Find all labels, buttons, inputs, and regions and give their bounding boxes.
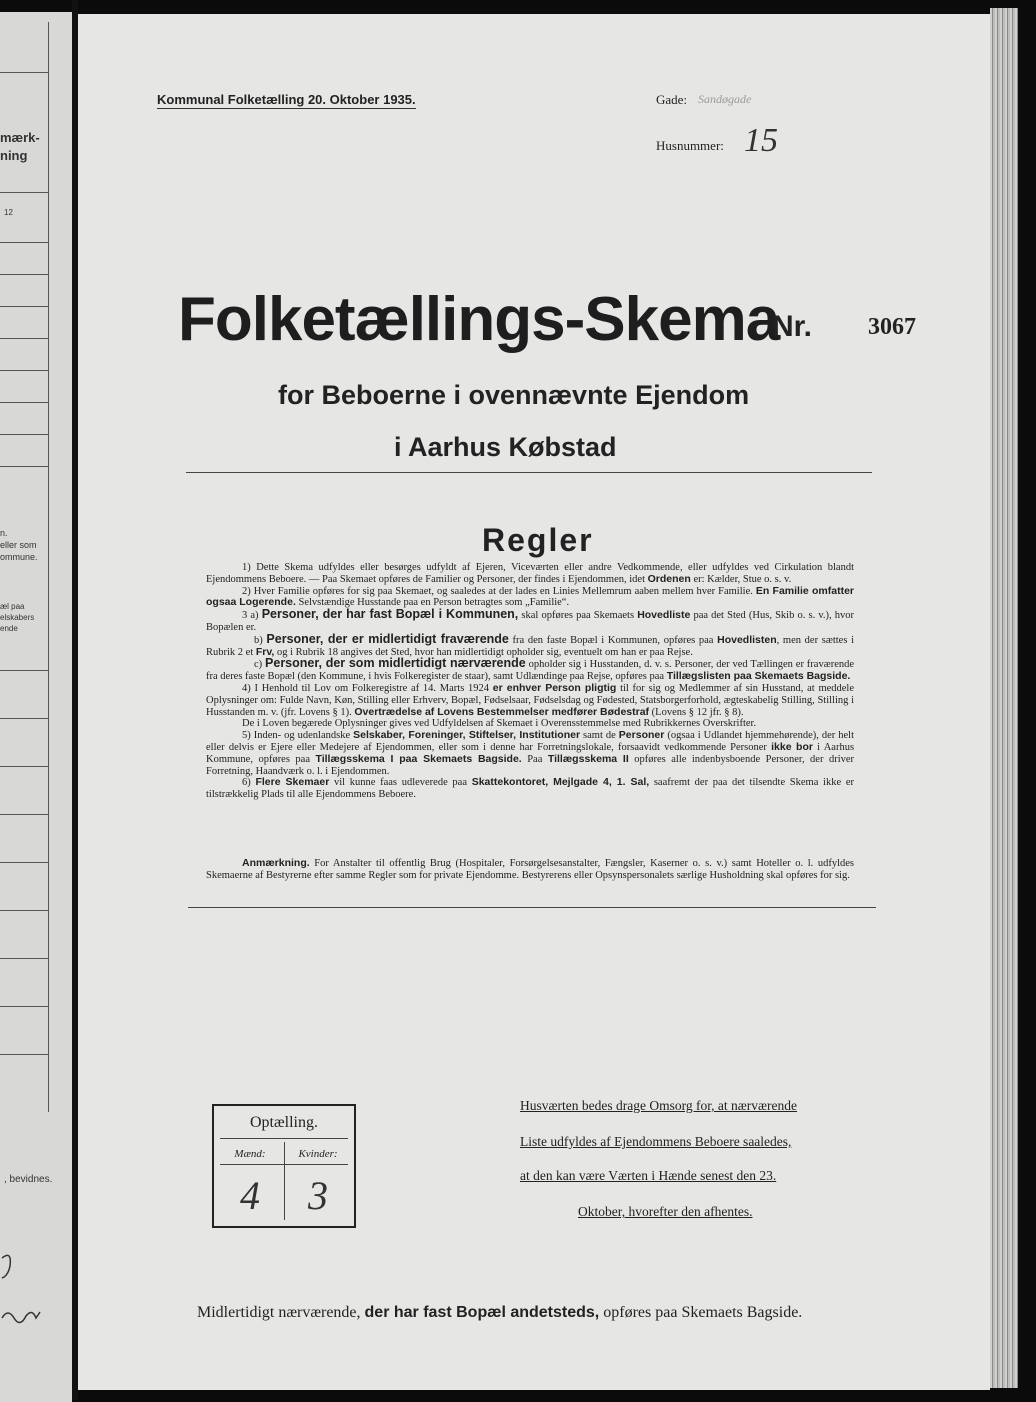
anmaerkning-note xyxy=(206,857,854,882)
left-page-fragment-text: ende xyxy=(0,624,18,633)
left-page-rule xyxy=(0,1006,48,1007)
notice-line-1: Husværten bedes drage Omsorg for, at nærværende xyxy=(520,1098,798,1113)
census-form-page xyxy=(78,14,990,1390)
subtitle-line-1: for Beboerne i ovennævnte Ejendom xyxy=(278,380,750,410)
left-page-fragment-text: 12 xyxy=(4,208,13,217)
count-column-divider xyxy=(284,1142,285,1220)
women-label: Kvinder: xyxy=(298,1148,338,1160)
left-page-rule xyxy=(0,814,48,815)
rule-3b: b) Personer, der er midlertidigt fraværende fra den faste Bopæl i Kommunen, opføres paa Hovedlisten, men der sættes i Rubrik 2 et Frv, og i Rubrik 18 angives det Sted, hvor han midlertidigt opholder sig, eventuelt om han er paa Rejse. xyxy=(206,631,855,658)
rule-6: 6) Flere Skemaer vil kunne faas udleverede paa Skattekontoret, Mejlgade 4, 1. Sal, saafremt der paa det tilsendte Skema ikke er tilstrækkelig Plads til alle Ejendommens Beboere. xyxy=(206,776,854,801)
left-page-fragment-text: , bevidnes. xyxy=(4,1174,53,1185)
left-page-fragment-text: eller som xyxy=(0,540,37,550)
count-box xyxy=(212,1104,356,1228)
rule-5: 5) Inden- og udenlandske Selskaber, Foreninger, Stiftelser, Institutioner samt de Personer (ogsaa i Udlandet hjemmehørende), der helt eller delvis er Ejere eller Medejere af Ejendommen, eller som i denne har Forretningslokale, forsaavidt vedkommende Personer ikke bor i Aarhus Kommune, opføres paa Tillægsskema I paa Skemaets Bagside. Paa Tillægsskema II opføres alle indenbysboende Personer, der driver Forretning, Haandværk o. l. i Ejendommen. xyxy=(206,729,855,777)
form-serial-number: 3067 xyxy=(868,314,916,340)
left-page-fragment-text: elskabers xyxy=(0,613,35,622)
handwriting-scribble xyxy=(0,1248,60,1338)
left-page-rule xyxy=(0,910,48,911)
left-page-rule xyxy=(0,862,48,863)
left-page-rule xyxy=(0,434,48,435)
left-page-rule xyxy=(0,1054,48,1055)
left-page-rule xyxy=(0,242,48,243)
subtitle-line-2: i Aarhus Købstad xyxy=(394,432,617,462)
left-page-rule xyxy=(0,72,48,73)
census-date-line: Kommunal Folketælling 20. Oktober 1935. xyxy=(157,92,416,107)
left-page-rule xyxy=(0,338,48,339)
left-page-rule xyxy=(0,306,48,307)
rule-4: 4) I Henhold til Lov om Folkeregistre af 14. Marts 1924 er enhver Person pligtig til for sig og Medlemmer af sin Husstand, at meddele Oplysninger om: Fulde Navn, Køn, Stilling eller Erhverv, Bopæl, Fødselsaar, Fødselsdag og Fødested, Statsborgerforhold, ægteskabelig Stilling, Stilling i Husstanden m. v. (jfr. Lovens § 1). Overtrædelse af Lovens Bestemmelser medfører Bødestraf (Lovens § 12 jfr. § 8). xyxy=(206,681,855,718)
rule-3a: 3 a) Personer, der har fast Bopæl i Kommunen, skal opføres paa Skemaets Hovedliste paa det Sted (Hus, Skib o. s. v.), hvor Bopælen er. xyxy=(206,607,855,633)
women-count: 3 xyxy=(308,1173,328,1218)
regler-heading: Regler xyxy=(482,522,594,558)
left-page-fragment-text: mærk- xyxy=(0,130,40,145)
anmaerkning-label: Anmærkning. xyxy=(242,857,310,869)
husnummer-value: 15 xyxy=(744,122,778,159)
gade-value: Sandøgade xyxy=(698,92,752,106)
left-page-rule xyxy=(0,958,48,959)
left-page-rule xyxy=(0,466,48,467)
divider-top xyxy=(186,472,872,473)
gade-label: Gade: xyxy=(656,92,688,107)
form-title: Folketællings-Skema xyxy=(178,285,780,354)
men-label: Mænd: xyxy=(234,1148,266,1160)
left-page-rule xyxy=(0,766,48,767)
notice-line-4: Oktober, hvorefter den afhentes. xyxy=(578,1204,753,1219)
footer-note: Midlertidigt nærværende, der har fast Bopæl andetsteds, opføres paa Skemaets Bagside. xyxy=(197,1304,803,1321)
men-count: 4 xyxy=(240,1173,260,1218)
left-page-rule xyxy=(0,718,48,719)
notice-line-2: Liste udfyldes af Ejendommens Beboere saaledes, xyxy=(520,1134,792,1149)
left-page-rule xyxy=(0,274,48,275)
rule-4-extra: De i Loven begærede Oplysninger gives ved Udfyldelsen af Skemaet i Overensstemmelse med Rubrikkernes Overskrifter. xyxy=(242,718,757,730)
left-page-fragment-text: n. xyxy=(0,528,8,538)
rule-3c: c) Personer, der som midlertidigt nærværende opholder sig i Husstanden, d. v. s. Personer, der ved Tællingen er fraværende fra deres faste Bopæl (den Kommune, i hvis Folkeregister de staar), samt Udlændinge paa Rejse, opføres paa Tillægslisten paa Skemaets Bagside. xyxy=(206,656,855,683)
left-page-fragment xyxy=(0,12,72,1402)
anmaerkning-text: For Anstalter til offentlig Brug (Hospitaler, Forsørgelsesanstalter, Fængsler, Kaserner o. s. v.) samt Hoteller o. l. udfyldes Skemaerne af Bestyrerne efter samme Regler som for private Ejendomme. Bestyrerens eller Opsynspersonalets særlige Husholdning skal opføres for sig. xyxy=(206,858,855,881)
left-page-rule xyxy=(0,670,48,671)
nr-label: Nr. xyxy=(772,310,813,343)
left-page-fragment-text: ning xyxy=(0,148,28,163)
left-page-fragment-text: æl paa xyxy=(0,602,25,611)
left-page-rule xyxy=(0,370,48,371)
husnummer-label: Husnummer: xyxy=(656,138,724,153)
rule-2: 2) Hver Familie opføres for sig paa Skemaet, og saaledes at der lades en Linies Mellemrum aaben mellem hver Familie. En Familie omfatter ogsaa Logerende. Selvstændige Husstande paa en Person betragtes som „Familie“. xyxy=(206,584,854,609)
rules-text xyxy=(206,562,854,801)
rule-1: 1) Dette Skema udfyldes eller besørges udfyldt af Ejeren, Viceværten eller andre Vedkommende, eller udfyldes ved Cirkulation blandt Ejendommens Beboere. — Paa Skemaet opføres de Familier og Personer, der findes i Ejendommen, idet Ordenen er: Kælder, Stue o. s. v. xyxy=(206,562,854,585)
left-page-rule xyxy=(0,402,48,403)
left-page-fragment-text: ommune. xyxy=(0,552,38,562)
count-caption: Optælling. xyxy=(249,1114,318,1131)
book-page-edges xyxy=(990,8,1018,1388)
notice-line-3: at den kan være Værten i Hænde senest den 23. xyxy=(520,1168,777,1183)
divider-bottom xyxy=(188,907,876,908)
left-page-column-line xyxy=(48,22,49,1112)
left-page-rule xyxy=(0,192,48,193)
count-divider xyxy=(220,1138,348,1139)
